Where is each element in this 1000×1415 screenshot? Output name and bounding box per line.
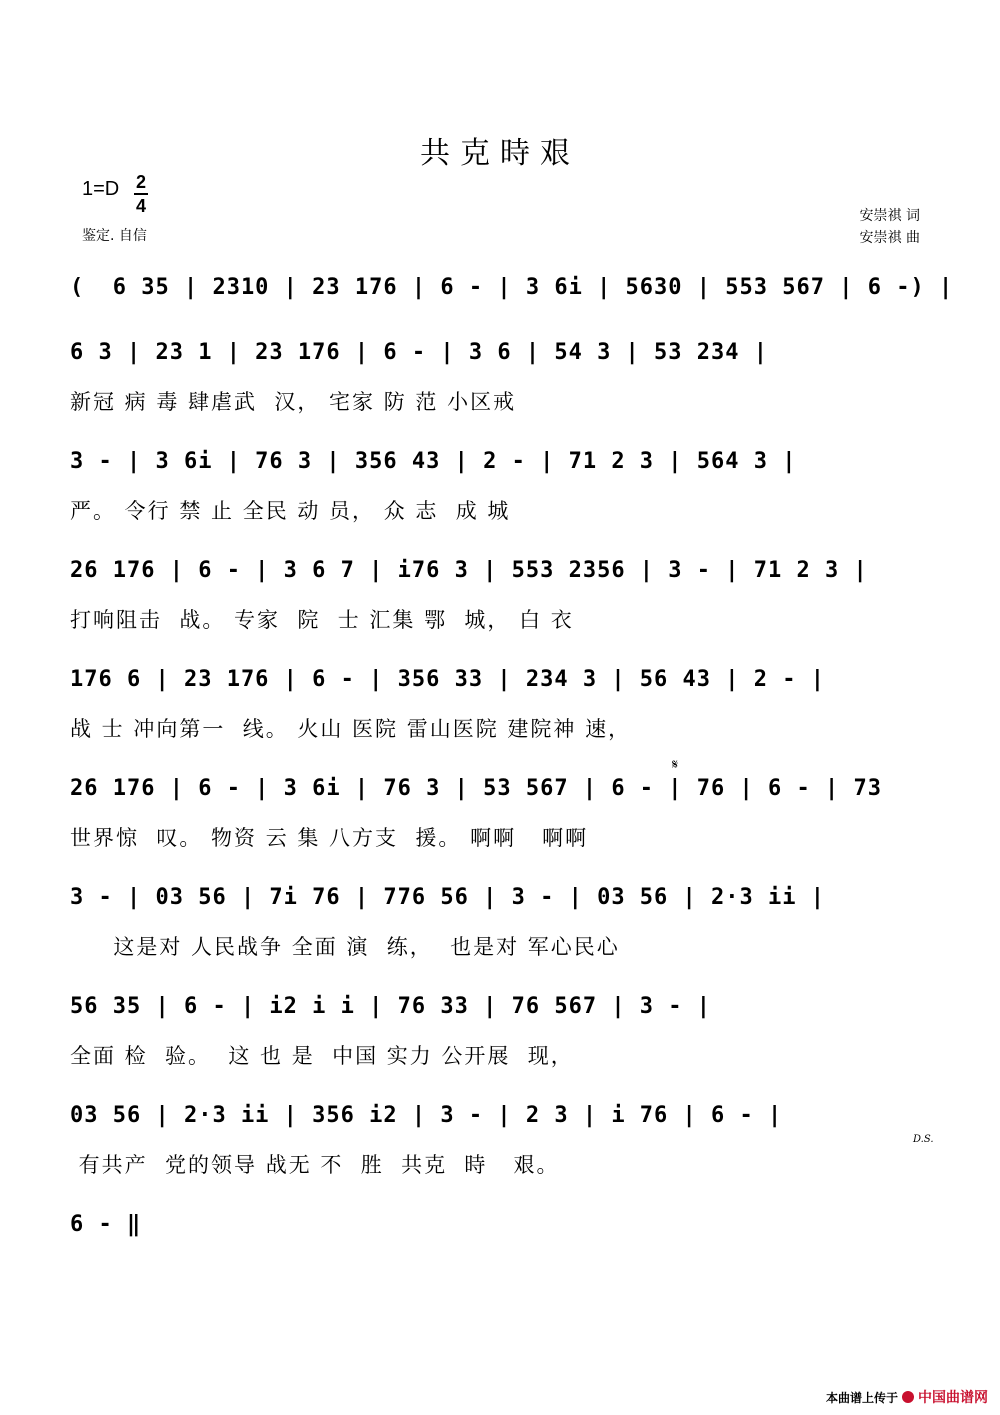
song-title: 共克時艰 bbox=[420, 136, 580, 171]
ds-marking: D.S. bbox=[913, 1134, 934, 1145]
score-line-8 bbox=[0, 994, 1000, 1104]
lyrics: 有共产 党的领导 战无 不 胜 共克 時 艰。 bbox=[70, 1153, 560, 1177]
notation: 03 56 | 2·3 ii | 356 i2 | 3 - | 2 3 | i 76 | 6 - | bbox=[70, 1103, 783, 1128]
footer bbox=[826, 1387, 988, 1407]
key-signature: 1=D bbox=[82, 178, 120, 200]
lyrics: 打响阻击 战。 专家 院 士 汇集 鄂 城， 白 衣 bbox=[70, 608, 574, 632]
lyrics: 战 士 冲向第一 线。 火山 医院 雷山医院 建院神 速， bbox=[70, 717, 632, 741]
score-line-4 bbox=[0, 558, 1000, 668]
score-line-3 bbox=[0, 449, 1000, 559]
score-line-2 bbox=[0, 340, 1000, 450]
lyrics: 全面 检 验。 这 也 是 中国 实力 公开展 现， bbox=[70, 1044, 574, 1068]
notation: 3 - | 3 6i | 76 3 | 356 43 | 2 - | 71 2 3 | 564 3 | bbox=[70, 449, 797, 474]
composer-credit: 安崇祺 曲 bbox=[859, 230, 920, 246]
score-line-10 bbox=[0, 1212, 1000, 1322]
segno-sign: 𝄋 bbox=[672, 757, 679, 773]
lyrics: 严。 令行 禁 止 全民 动 员， 众 志 成 城 bbox=[70, 499, 511, 523]
score-line-6 bbox=[0, 776, 1000, 886]
lyrics: 这是对 人民战争 全面 演 练， 也是对 军心民心 bbox=[70, 935, 620, 959]
lyrics: 新冠 病 毒 肆虐武 汉， 宅家 防 范 小区戒 bbox=[70, 390, 517, 414]
lyricist-credit: 安崇祺 词 bbox=[859, 208, 920, 224]
tempo-marking: 鉴定. 自信 bbox=[82, 228, 147, 244]
time-signature bbox=[132, 171, 150, 217]
time-signature-top: 2 bbox=[135, 172, 146, 192]
notation: 176 6 | 23 176 | 6 - | 356 33 | 234 3 | 56 43 | 2 - | bbox=[70, 667, 825, 692]
notation: 6 - ‖ bbox=[70, 1212, 142, 1237]
notation: 3 - | 03 56 | 7i 76 | 776 56 | 3 - | 03 56 | 2·3 ii | bbox=[70, 885, 825, 910]
score-line-7 bbox=[0, 885, 1000, 995]
footer-uploaded-text: 本曲谱上传于 bbox=[825, 1390, 898, 1405]
score-line-5 bbox=[0, 667, 1000, 777]
notation: 26 176 | 6 - | 3 6i | 76 3 | 53 567 | 6 - | 76 | 6 - | 73 bbox=[70, 776, 882, 801]
notation: 6 3 | 23 1 | 23 176 | 6 - | 3 6 | 54 3 | 53 234 | bbox=[70, 340, 769, 365]
score-line-9 bbox=[0, 1103, 1000, 1213]
site-link[interactable]: 中国曲谱网 bbox=[918, 1390, 988, 1406]
lyrics: 世界惊 叹。 物资 云 集 八方支 援。 啊啊 啊啊 bbox=[70, 826, 589, 850]
time-signature-bottom: 4 bbox=[135, 196, 146, 216]
site-logo-icon bbox=[902, 1391, 914, 1403]
notation: ( 6 35 | 2310 | 23 176 | 6 - | 3 6i | 5630 | 553 567 | 6 -) | bbox=[70, 275, 954, 300]
notation: 56 35 | 6 - | i2 i i | 76 33 | 76 567 | 3 - | bbox=[70, 994, 712, 1019]
notation: 26 176 | 6 - | 3 6 7 | i76 3 | 553 2356 | 3 - | 71 2 3 | bbox=[70, 558, 868, 583]
